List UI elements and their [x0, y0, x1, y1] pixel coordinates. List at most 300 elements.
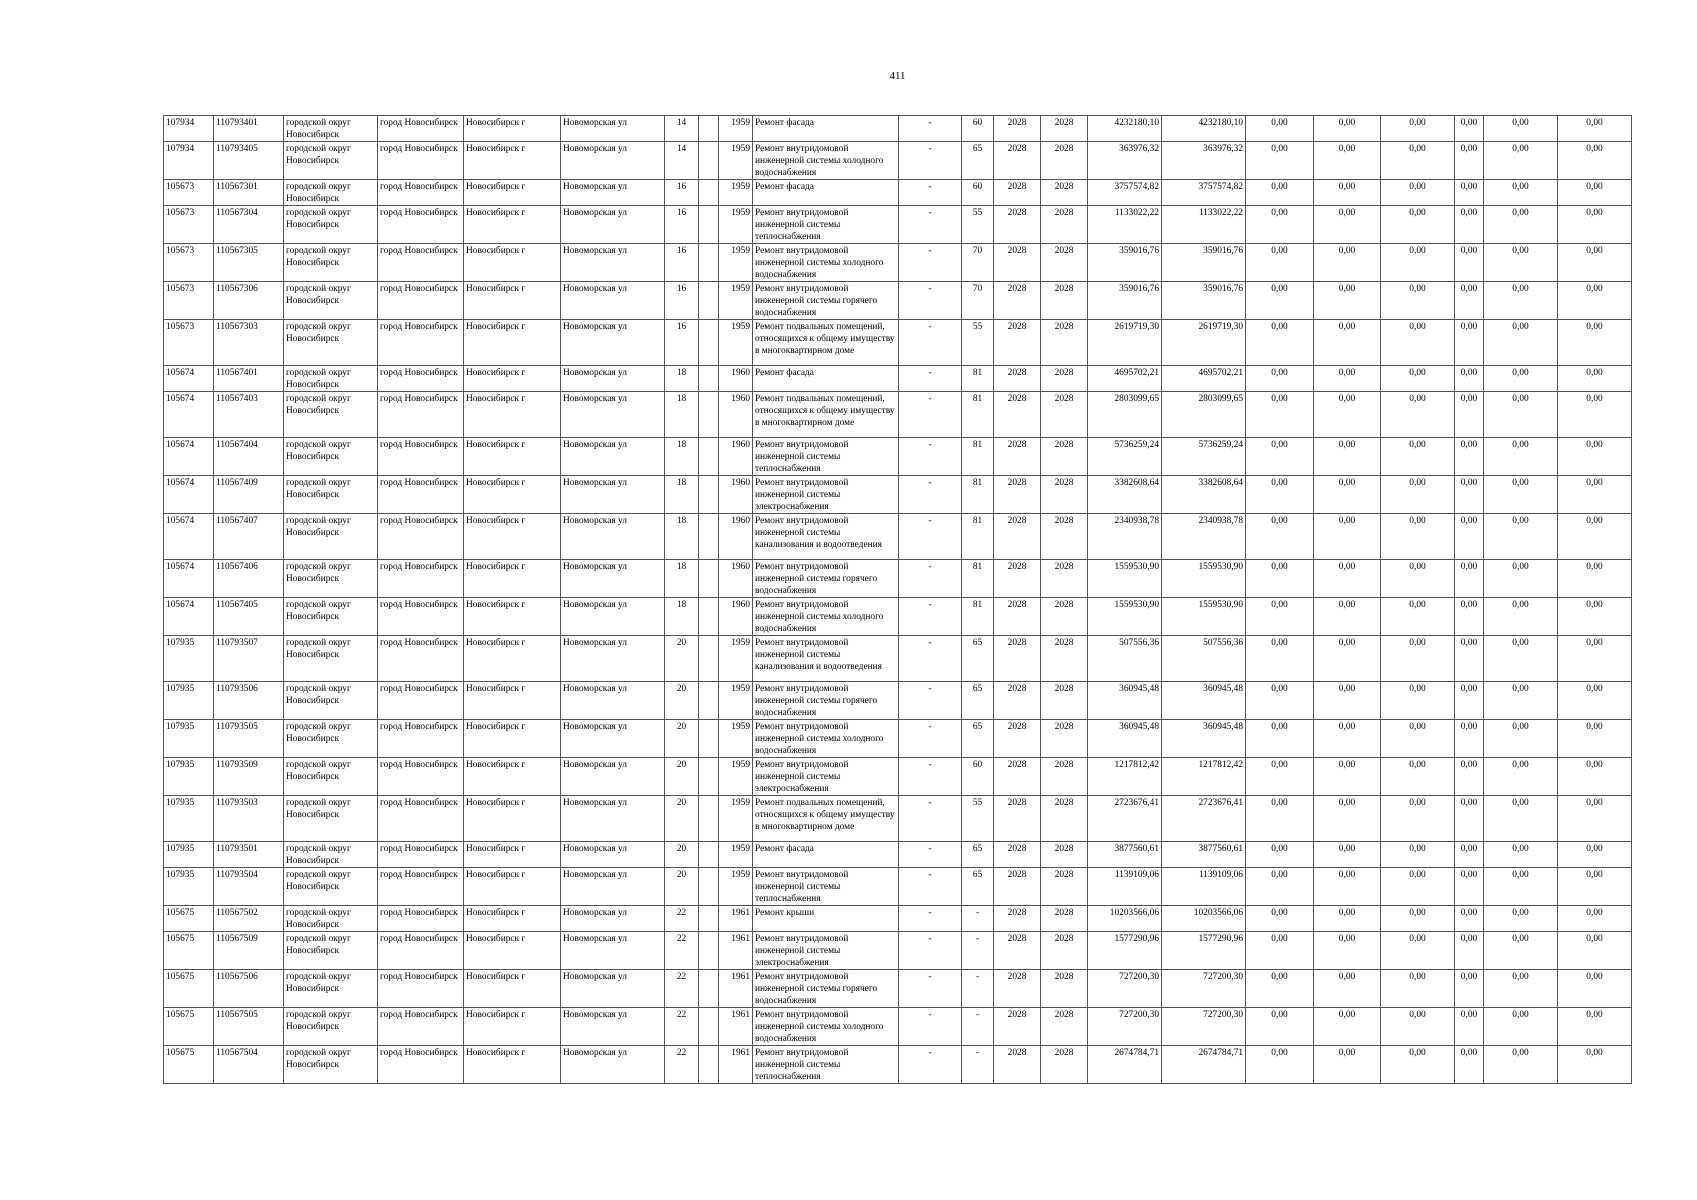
cell-street: Новоморская ул	[561, 796, 665, 842]
cell-col-zero-6: 0,00	[1558, 320, 1632, 366]
cell-build-year: 1960	[719, 598, 753, 636]
cell-cost-total: 4232180,10	[1088, 116, 1162, 142]
cell-cost-total: 507556,36	[1088, 636, 1162, 682]
cell-col-zero-3: 0,00	[1381, 320, 1455, 366]
cell-year-end: 2028	[1041, 560, 1088, 598]
cell-build-year: 1960	[719, 560, 753, 598]
cell-col-zero-6: 0,00	[1558, 116, 1632, 142]
cell-house-letter	[699, 1046, 719, 1084]
cell-house-id: 105674	[164, 476, 214, 514]
cell-col-zero-1: 0,00	[1246, 932, 1314, 970]
cell-house-number: 16	[665, 206, 699, 244]
cell-cost-fund: 1559530,90	[1162, 560, 1246, 598]
cell-municipality: городской округ Новосибирск	[284, 682, 378, 720]
cell-house-letter	[699, 636, 719, 682]
cell-municipality: городской округ Новосибирск	[284, 282, 378, 320]
table-row	[164, 906, 1632, 932]
cell-house-number: 18	[665, 514, 699, 560]
cell-year-end: 2028	[1041, 868, 1088, 906]
cell-house-id: 105673	[164, 180, 214, 206]
cell-house-number: 22	[665, 932, 699, 970]
cell-build-year: 1959	[719, 244, 753, 282]
cell-work-type: Ремонт фасада	[753, 366, 899, 392]
cell-house-id: 105673	[164, 206, 214, 244]
cell-year-start: 2028	[994, 320, 1041, 366]
cell-house-number: 20	[665, 796, 699, 842]
cell-wear-percent: 81	[962, 598, 994, 636]
cell-work-type: Ремонт внутридомовой инженерной системы электроснабжения	[753, 476, 899, 514]
cell-municipality: городской округ Новосибирск	[284, 758, 378, 796]
cell-col-zero-1: 0,00	[1246, 514, 1314, 560]
cell-street: Новоморская ул	[561, 244, 665, 282]
cell-year-start: 2028	[994, 682, 1041, 720]
cell-house-letter	[699, 758, 719, 796]
cell-house-number: 20	[665, 682, 699, 720]
cell-wear-percent: 60	[962, 180, 994, 206]
cell-city: Новосибирск г	[464, 682, 561, 720]
cell-col-zero-5: 0,00	[1484, 598, 1558, 636]
cell-work-type: Ремонт внутридомовой инженерной системы теплоснабжения	[753, 868, 899, 906]
cell-col-zero-1: 0,00	[1246, 636, 1314, 682]
cell-col-zero-2: 0,00	[1314, 116, 1381, 142]
cell-year-end: 2028	[1041, 244, 1088, 282]
cell-col-dash: -	[899, 932, 962, 970]
cell-house-letter	[699, 244, 719, 282]
cell-build-year: 1959	[719, 180, 753, 206]
cell-col-zero-2: 0,00	[1314, 682, 1381, 720]
cell-house-letter	[699, 796, 719, 842]
cell-build-year: 1961	[719, 1008, 753, 1046]
cell-col-dash: -	[899, 636, 962, 682]
cell-col-zero-6: 0,00	[1558, 282, 1632, 320]
cell-col-zero-6: 0,00	[1558, 906, 1632, 932]
cell-cost-total: 2340938,78	[1088, 514, 1162, 560]
cell-col-zero-3: 0,00	[1381, 142, 1455, 180]
cell-wear-percent: 65	[962, 868, 994, 906]
cell-col-zero-5: 0,00	[1484, 720, 1558, 758]
cell-street: Новоморская ул	[561, 758, 665, 796]
cell-year-start: 2028	[994, 560, 1041, 598]
cell-settlement: город Новосибирск	[378, 970, 464, 1008]
cell-year-start: 2028	[994, 796, 1041, 842]
cell-col-dash: -	[899, 796, 962, 842]
cell-year-end: 2028	[1041, 206, 1088, 244]
cell-year-end: 2028	[1041, 842, 1088, 868]
cell-city: Новосибирск г	[464, 842, 561, 868]
cell-col-zero-3: 0,00	[1381, 682, 1455, 720]
cell-municipality: городской округ Новосибирск	[284, 796, 378, 842]
cell-build-year: 1959	[719, 142, 753, 180]
cell-col-zero-5: 0,00	[1484, 868, 1558, 906]
cell-col-zero-5: 0,00	[1484, 1008, 1558, 1046]
cell-house-letter	[699, 392, 719, 438]
cell-wear-percent: 55	[962, 206, 994, 244]
cell-col-zero-1: 0,00	[1246, 1046, 1314, 1084]
cell-house-number: 18	[665, 476, 699, 514]
cell-col-zero-2: 0,00	[1314, 970, 1381, 1008]
cell-house-id: 105674	[164, 560, 214, 598]
cell-wear-percent: 81	[962, 366, 994, 392]
cell-col-zero-1: 0,00	[1246, 438, 1314, 476]
cell-cost-fund: 3382608,64	[1162, 476, 1246, 514]
cell-house-letter	[699, 366, 719, 392]
cell-house-number: 16	[665, 180, 699, 206]
cell-col-zero-2: 0,00	[1314, 206, 1381, 244]
cell-col-dash: -	[899, 720, 962, 758]
cell-municipality: городской округ Новосибирск	[284, 116, 378, 142]
cell-build-year: 1960	[719, 438, 753, 476]
cell-col-zero-3: 0,00	[1381, 180, 1455, 206]
cell-col-zero-2: 0,00	[1314, 720, 1381, 758]
repair-register-table	[163, 115, 1632, 1084]
cell-col-dash: -	[899, 366, 962, 392]
cell-col-dash: -	[899, 598, 962, 636]
cell-col-zero-1: 0,00	[1246, 366, 1314, 392]
cell-settlement: город Новосибирск	[378, 906, 464, 932]
cell-street: Новоморская ул	[561, 682, 665, 720]
cell-col-dash: -	[899, 758, 962, 796]
cell-cost-fund: 1139109,06	[1162, 868, 1246, 906]
cell-city: Новосибирск г	[464, 796, 561, 842]
cell-settlement: город Новосибирск	[378, 116, 464, 142]
cell-cost-fund: 3757574,82	[1162, 180, 1246, 206]
cell-cost-fund: 2340938,78	[1162, 514, 1246, 560]
table-row	[164, 758, 1632, 796]
cell-cost-fund: 1133022,22	[1162, 206, 1246, 244]
cell-cost-fund: 727200,30	[1162, 1008, 1246, 1046]
cell-municipality: городской округ Новосибирск	[284, 636, 378, 682]
cell-year-start: 2028	[994, 842, 1041, 868]
cell-house-letter	[699, 476, 719, 514]
cell-wear-percent: 81	[962, 514, 994, 560]
cell-work-id: 110793503	[214, 796, 284, 842]
cell-house-id: 105674	[164, 366, 214, 392]
cell-municipality: городской округ Новосибирск	[284, 180, 378, 206]
cell-work-type: Ремонт подвальных помещений, относящихся к общему имуществу в многоквартирном доме	[753, 392, 899, 438]
cell-house-id: 105673	[164, 282, 214, 320]
cell-col-zero-4: 0,00	[1455, 366, 1484, 392]
cell-work-id: 110567403	[214, 392, 284, 438]
cell-work-id: 110793504	[214, 868, 284, 906]
cell-col-zero-1: 0,00	[1246, 320, 1314, 366]
cell-col-zero-1: 0,00	[1246, 598, 1314, 636]
cell-city: Новосибирск г	[464, 758, 561, 796]
cell-build-year: 1961	[719, 906, 753, 932]
cell-col-zero-2: 0,00	[1314, 842, 1381, 868]
cell-wear-percent: 65	[962, 720, 994, 758]
cell-col-zero-6: 0,00	[1558, 366, 1632, 392]
cell-col-zero-3: 0,00	[1381, 758, 1455, 796]
cell-col-zero-2: 0,00	[1314, 438, 1381, 476]
cell-wear-percent: 65	[962, 682, 994, 720]
cell-city: Новосибирск г	[464, 116, 561, 142]
table-row	[164, 970, 1632, 1008]
cell-col-zero-6: 0,00	[1558, 1008, 1632, 1046]
cell-cost-total: 727200,30	[1088, 970, 1162, 1008]
cell-col-zero-4: 0,00	[1455, 560, 1484, 598]
cell-col-zero-6: 0,00	[1558, 758, 1632, 796]
cell-build-year: 1959	[719, 206, 753, 244]
cell-house-id: 107935	[164, 796, 214, 842]
cell-city: Новосибирск г	[464, 720, 561, 758]
cell-year-start: 2028	[994, 758, 1041, 796]
cell-col-zero-1: 0,00	[1246, 842, 1314, 868]
cell-house-id: 105675	[164, 970, 214, 1008]
cell-year-end: 2028	[1041, 282, 1088, 320]
cell-house-letter	[699, 282, 719, 320]
cell-settlement: город Новосибирск	[378, 244, 464, 282]
cell-street: Новоморская ул	[561, 868, 665, 906]
cell-cost-total: 2723676,41	[1088, 796, 1162, 842]
cell-work-id: 110567401	[214, 366, 284, 392]
cell-col-zero-5: 0,00	[1484, 636, 1558, 682]
cell-year-start: 2028	[994, 932, 1041, 970]
cell-house-id: 107934	[164, 142, 214, 180]
cell-year-end: 2028	[1041, 758, 1088, 796]
cell-municipality: городской округ Новосибирск	[284, 1008, 378, 1046]
cell-col-zero-3: 0,00	[1381, 598, 1455, 636]
cell-wear-percent: -	[962, 932, 994, 970]
cell-col-zero-6: 0,00	[1558, 142, 1632, 180]
cell-work-id: 110567305	[214, 244, 284, 282]
cell-wear-percent: 70	[962, 244, 994, 282]
cell-year-end: 2028	[1041, 720, 1088, 758]
cell-col-zero-4: 0,00	[1455, 796, 1484, 842]
cell-work-id: 110567303	[214, 320, 284, 366]
cell-work-id: 110567506	[214, 970, 284, 1008]
table-row	[164, 244, 1632, 282]
cell-col-dash: -	[899, 180, 962, 206]
cell-work-id: 110793507	[214, 636, 284, 682]
table-row	[164, 142, 1632, 180]
cell-year-end: 2028	[1041, 682, 1088, 720]
cell-street: Новоморская ул	[561, 320, 665, 366]
cell-year-end: 2028	[1041, 180, 1088, 206]
cell-wear-percent: 65	[962, 842, 994, 868]
cell-col-zero-2: 0,00	[1314, 1046, 1381, 1084]
cell-city: Новосибирск г	[464, 438, 561, 476]
cell-cost-total: 359016,76	[1088, 282, 1162, 320]
cell-col-zero-2: 0,00	[1314, 392, 1381, 438]
cell-work-type: Ремонт фасада	[753, 180, 899, 206]
cell-municipality: городской округ Новосибирск	[284, 366, 378, 392]
cell-year-start: 2028	[994, 438, 1041, 476]
cell-year-start: 2028	[994, 720, 1041, 758]
cell-house-id: 105675	[164, 906, 214, 932]
cell-municipality: городской округ Новосибирск	[284, 868, 378, 906]
cell-year-start: 2028	[994, 868, 1041, 906]
cell-year-start: 2028	[994, 636, 1041, 682]
cell-work-type: Ремонт внутридомовой инженерной системы теплоснабжения	[753, 1046, 899, 1084]
cell-wear-percent: 81	[962, 560, 994, 598]
cell-col-zero-5: 0,00	[1484, 796, 1558, 842]
cell-year-end: 2028	[1041, 392, 1088, 438]
cell-city: Новосибирск г	[464, 932, 561, 970]
cell-col-zero-4: 0,00	[1455, 932, 1484, 970]
cell-col-zero-6: 0,00	[1558, 842, 1632, 868]
cell-work-type: Ремонт фасада	[753, 116, 899, 142]
cell-city: Новосибирск г	[464, 868, 561, 906]
cell-col-zero-2: 0,00	[1314, 868, 1381, 906]
cell-house-number: 20	[665, 758, 699, 796]
cell-house-letter	[699, 320, 719, 366]
cell-cost-total: 1133022,22	[1088, 206, 1162, 244]
cell-house-letter	[699, 180, 719, 206]
cell-col-zero-1: 0,00	[1246, 180, 1314, 206]
cell-wear-percent: 60	[962, 758, 994, 796]
cell-work-type: Ремонт фасада	[753, 842, 899, 868]
cell-street: Новоморская ул	[561, 282, 665, 320]
cell-year-start: 2028	[994, 366, 1041, 392]
cell-house-number: 14	[665, 142, 699, 180]
cell-col-zero-4: 0,00	[1455, 282, 1484, 320]
cell-street: Новоморская ул	[561, 116, 665, 142]
cell-work-id: 110567405	[214, 598, 284, 636]
cell-year-start: 2028	[994, 514, 1041, 560]
cell-work-id: 110567407	[214, 514, 284, 560]
cell-work-id: 110567301	[214, 180, 284, 206]
cell-col-zero-2: 0,00	[1314, 598, 1381, 636]
cell-house-id: 107935	[164, 842, 214, 868]
table-row	[164, 598, 1632, 636]
table-row	[164, 180, 1632, 206]
cell-cost-total: 10203566,06	[1088, 906, 1162, 932]
cell-street: Новоморская ул	[561, 842, 665, 868]
cell-col-zero-4: 0,00	[1455, 682, 1484, 720]
cell-build-year: 1961	[719, 932, 753, 970]
cell-settlement: город Новосибирск	[378, 720, 464, 758]
cell-house-id: 107934	[164, 116, 214, 142]
cell-city: Новосибирск г	[464, 282, 561, 320]
cell-col-dash: -	[899, 868, 962, 906]
cell-wear-percent: 60	[962, 116, 994, 142]
cell-col-zero-5: 0,00	[1484, 682, 1558, 720]
cell-wear-percent: -	[962, 970, 994, 1008]
cell-cost-fund: 363976,32	[1162, 142, 1246, 180]
cell-col-dash: -	[899, 906, 962, 932]
cell-settlement: город Новосибирск	[378, 636, 464, 682]
cell-col-zero-4: 0,00	[1455, 1008, 1484, 1046]
cell-col-zero-6: 0,00	[1558, 796, 1632, 842]
cell-cost-total: 2803099,65	[1088, 392, 1162, 438]
cell-work-id: 110793509	[214, 758, 284, 796]
cell-col-zero-4: 0,00	[1455, 636, 1484, 682]
cell-year-start: 2028	[994, 476, 1041, 514]
cell-cost-fund: 507556,36	[1162, 636, 1246, 682]
cell-house-number: 22	[665, 1046, 699, 1084]
cell-build-year: 1960	[719, 392, 753, 438]
cell-city: Новосибирск г	[464, 206, 561, 244]
cell-street: Новоморская ул	[561, 206, 665, 244]
cell-work-type: Ремонт внутридомовой инженерной системы холодного водоснабжения	[753, 598, 899, 636]
cell-municipality: городской округ Новосибирск	[284, 906, 378, 932]
table-row	[164, 116, 1632, 142]
cell-house-id: 105675	[164, 1008, 214, 1046]
table-row	[164, 514, 1632, 560]
cell-col-zero-5: 0,00	[1484, 282, 1558, 320]
cell-col-dash: -	[899, 682, 962, 720]
cell-col-zero-4: 0,00	[1455, 1046, 1484, 1084]
cell-col-zero-3: 0,00	[1381, 392, 1455, 438]
cell-col-zero-2: 0,00	[1314, 758, 1381, 796]
cell-work-id: 110567306	[214, 282, 284, 320]
cell-settlement: город Новосибирск	[378, 476, 464, 514]
cell-cost-fund: 2723676,41	[1162, 796, 1246, 842]
cell-col-zero-3: 0,00	[1381, 796, 1455, 842]
cell-year-start: 2028	[994, 244, 1041, 282]
cell-col-zero-3: 0,00	[1381, 244, 1455, 282]
cell-house-id: 105673	[164, 244, 214, 282]
cell-col-zero-5: 0,00	[1484, 1046, 1558, 1084]
table-row	[164, 206, 1632, 244]
cell-house-letter	[699, 206, 719, 244]
cell-wear-percent: 81	[962, 392, 994, 438]
cell-cost-fund: 359016,76	[1162, 244, 1246, 282]
cell-work-type: Ремонт внутридомовой инженерной системы канализования и водоотведения	[753, 636, 899, 682]
cell-city: Новосибирск г	[464, 970, 561, 1008]
cell-settlement: город Новосибирск	[378, 392, 464, 438]
cell-cost-fund: 360945,48	[1162, 682, 1246, 720]
cell-cost-fund: 3877560,61	[1162, 842, 1246, 868]
cell-house-number: 20	[665, 868, 699, 906]
cell-work-id: 110793405	[214, 142, 284, 180]
cell-col-zero-1: 0,00	[1246, 206, 1314, 244]
cell-work-id: 110793501	[214, 842, 284, 868]
cell-year-end: 2028	[1041, 476, 1088, 514]
table-row	[164, 392, 1632, 438]
cell-house-letter	[699, 598, 719, 636]
cell-street: Новоморская ул	[561, 514, 665, 560]
cell-col-zero-4: 0,00	[1455, 514, 1484, 560]
table-row	[164, 320, 1632, 366]
cell-house-letter	[699, 932, 719, 970]
cell-cost-total: 1559530,90	[1088, 560, 1162, 598]
cell-work-type: Ремонт внутридомовой инженерной системы холодного водоснабжения	[753, 720, 899, 758]
cell-work-type: Ремонт внутридомовой инженерной системы теплоснабжения	[753, 206, 899, 244]
cell-year-start: 2028	[994, 142, 1041, 180]
cell-work-type: Ремонт внутридомовой инженерной системы холодного водоснабжения	[753, 1008, 899, 1046]
cell-house-number: 22	[665, 906, 699, 932]
cell-house-number: 22	[665, 970, 699, 1008]
cell-house-letter	[699, 906, 719, 932]
cell-work-type: Ремонт подвальных помещений, относящихся к общему имуществу в многоквартирном доме	[753, 796, 899, 842]
cell-cost-fund: 2674784,71	[1162, 1046, 1246, 1084]
cell-house-letter	[699, 560, 719, 598]
cell-house-id: 105675	[164, 932, 214, 970]
cell-col-zero-6: 0,00	[1558, 868, 1632, 906]
cell-wear-percent: -	[962, 906, 994, 932]
cell-col-zero-5: 0,00	[1484, 514, 1558, 560]
cell-col-zero-5: 0,00	[1484, 392, 1558, 438]
cell-work-type: Ремонт крыши	[753, 906, 899, 932]
cell-cost-total: 360945,48	[1088, 682, 1162, 720]
cell-year-end: 2028	[1041, 438, 1088, 476]
cell-municipality: городской округ Новосибирск	[284, 1046, 378, 1084]
cell-city: Новосибирск г	[464, 180, 561, 206]
cell-cost-total: 359016,76	[1088, 244, 1162, 282]
cell-col-zero-1: 0,00	[1246, 868, 1314, 906]
cell-settlement: город Новосибирск	[378, 180, 464, 206]
cell-cost-total: 1559530,90	[1088, 598, 1162, 636]
cell-municipality: городской округ Новосибирск	[284, 438, 378, 476]
cell-cost-total: 4695702,21	[1088, 366, 1162, 392]
cell-settlement: город Новосибирск	[378, 206, 464, 244]
cell-municipality: городской округ Новосибирск	[284, 142, 378, 180]
cell-settlement: город Новосибирск	[378, 758, 464, 796]
cell-year-end: 2028	[1041, 796, 1088, 842]
cell-col-dash: -	[899, 560, 962, 598]
cell-work-id: 110567509	[214, 932, 284, 970]
